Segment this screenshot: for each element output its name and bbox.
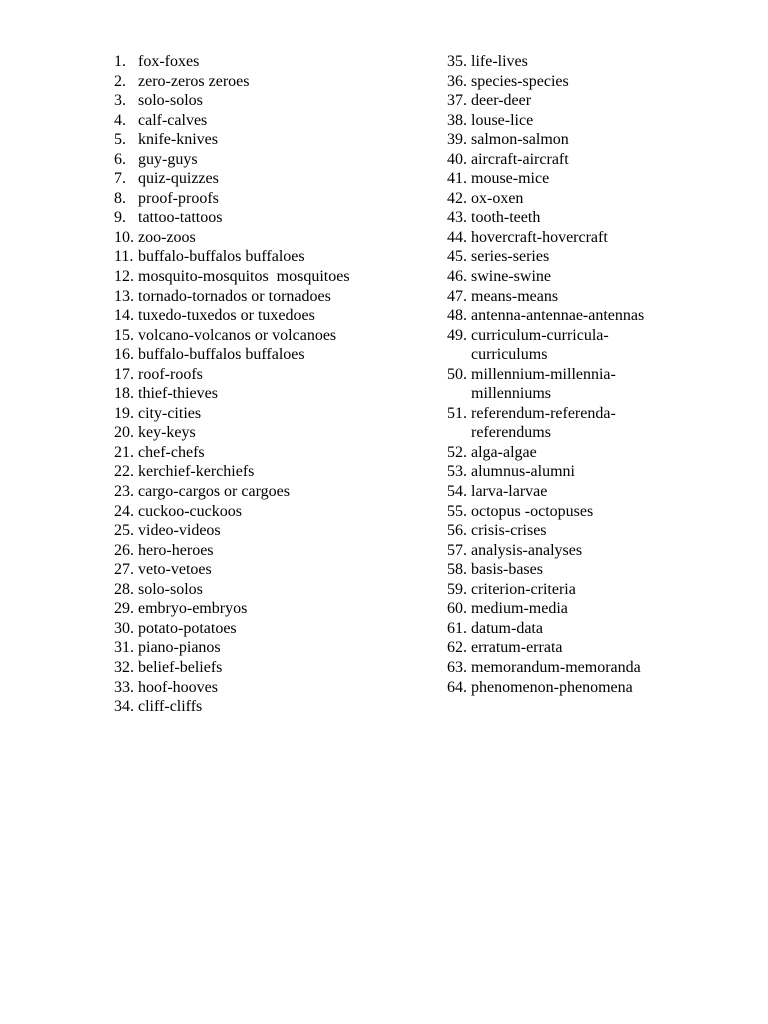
list-item [114,169,434,189]
list-item [114,247,434,267]
list-item-number: 9. [114,209,126,227]
list-item-number: 17. [114,365,134,383]
list-item-text: ox-oxen [471,189,524,207]
right-column-list [447,52,747,697]
list-item-number: 60. [447,600,467,618]
list-item [114,228,434,248]
list-item-text: curriculum-curricula- curriculums [471,326,609,364]
list-item-number: 55. [447,502,467,520]
list-item [447,287,747,307]
list-item-text: embryo-embryos [138,600,248,618]
list-item-text: tornado-tornados or tornadoes [138,287,331,305]
list-item-number: 22. [114,463,134,481]
list-item-number: 58. [447,561,467,579]
list-item-number: 36. [447,72,467,90]
list-item-text: zoo-zoos [138,228,196,246]
list-item [447,482,747,502]
list-item-number: 26. [114,541,134,559]
list-item-text: tuxedo-tuxedos or tuxedoes [138,307,315,325]
list-item-number: 45. [447,248,467,266]
list-item-text: piano-pianos [138,639,221,657]
list-item-number: 64. [447,678,467,696]
list-item-text: phenomenon-phenomena [471,678,633,696]
list-item-number: 43. [447,209,467,227]
list-item-number: 19. [114,404,134,422]
list-item [447,228,747,248]
list-item [114,404,434,424]
list-item-text: guy-guys [138,150,198,168]
list-item-number: 40. [447,150,467,168]
list-item-text: mouse-mice [471,170,550,188]
list-item-text: tattoo-tattoos [138,209,223,227]
list-item-number: 10. [114,228,134,246]
list-item-number: 7. [114,170,126,188]
list-item-number: 62. [447,639,467,657]
list-item-number: 51. [447,404,467,422]
list-item-text: datum-data [471,619,543,637]
list-item [447,169,747,189]
list-item-text: crisis-crises [471,522,547,540]
list-item-number: 31. [114,639,134,657]
list-item-text: chef-chefs [138,443,205,461]
list-item-number: 50. [447,365,467,383]
list-item-number: 25. [114,522,134,540]
list-item-text: medium-media [471,600,568,618]
list-item [114,72,434,92]
list-item [447,326,747,365]
list-item [114,189,434,209]
list-item [114,306,434,326]
list-item-text: key-keys [138,424,196,442]
list-item [447,404,747,443]
list-item-number: 53. [447,463,467,481]
list-item-number: 42. [447,189,467,207]
list-item-text: buffalo-buffalos buffaloes [138,248,305,266]
list-item [447,599,747,619]
list-item [447,443,747,463]
list-item [114,462,434,482]
list-item-text: solo-solos [138,580,203,598]
list-item [114,521,434,541]
list-item [447,267,747,287]
list-item-text: video-videos [138,522,221,540]
list-item [447,365,747,404]
list-item-text: referendum-referenda- referendums [471,404,616,442]
list-item [447,678,747,698]
list-item-text: cuckoo-cuckoos [138,502,242,520]
list-item-text: city-cities [138,404,202,422]
list-item [447,560,747,580]
list-item [447,658,747,678]
list-item-number: 46. [447,268,467,286]
list-item-text: hoof-hooves [138,678,218,696]
list-item [114,599,434,619]
list-item-text: tooth-teeth [471,209,541,227]
list-item-text: erratum-errata [471,639,563,657]
list-item-text: means-means [471,287,559,305]
list-item-number: 24. [114,502,134,520]
list-item-number: 23. [114,483,134,501]
list-item [114,697,434,717]
list-item-text: calf-calves [138,111,208,129]
list-item-text: volcano-volcanos or volcanoes [138,326,337,344]
list-item [447,72,747,92]
list-item-number: 48. [447,307,467,325]
list-item-text: criterion-criteria [471,580,576,598]
list-item-number: 56. [447,522,467,540]
list-item [114,658,434,678]
list-item-number: 61. [447,619,467,637]
list-item-number: 4. [114,111,126,129]
list-item-text: octopus -octopuses [471,502,594,520]
list-item [114,150,434,170]
list-item-text: kerchief-kerchiefs [138,463,255,481]
list-item [447,130,747,150]
list-item-text: belief-beliefs [138,658,223,676]
list-item [114,345,434,365]
list-item-number: 15. [114,326,134,344]
list-item [114,678,434,698]
list-item-text: salmon-salmon [471,131,569,149]
list-item-text: buffalo-buffalos buffaloes [138,346,305,364]
list-item-text: louse-lice [471,111,534,129]
list-item-text: alga-algae [471,443,537,461]
list-item-text: memorandum-memoranda [471,658,641,676]
list-item-number: 44. [447,228,467,246]
list-item-number: 3. [114,92,126,110]
list-item-text: antenna-antennae-antennas [471,307,645,325]
list-item [447,619,747,639]
list-item [114,287,434,307]
list-item [114,130,434,150]
list-item-number: 1. [114,53,126,70]
list-item-number: 5. [114,131,126,149]
list-item [114,365,434,385]
list-item-text: alumnus-alumni [471,463,575,481]
list-item-text: roof-roofs [138,365,203,383]
list-item-text: solo-solos [138,92,203,110]
list-item-number: 41. [447,170,467,188]
list-item-number: 18. [114,385,134,403]
list-item-text: analysis-analyses [471,541,583,559]
list-item-number: 54. [447,483,467,501]
list-item [447,638,747,658]
list-item-number: 14. [114,307,134,325]
list-item-number: 34. [114,698,134,716]
list-item [114,384,434,404]
list-item [447,580,747,600]
list-item [114,560,434,580]
list-item-number: 49. [447,326,467,344]
list-item [447,247,747,267]
list-item-text: quiz-quizzes [138,170,219,188]
list-item-number: 2. [114,72,126,90]
list-item [447,541,747,561]
list-item [114,423,434,443]
list-item [114,52,434,72]
list-item-text: swine-swine [471,268,551,286]
list-item-text: larva-larvae [471,483,548,501]
list-item-number: 27. [114,561,134,579]
list-item-text: cliff-cliffs [138,698,203,716]
list-item [447,521,747,541]
list-item-number: 52. [447,443,467,461]
list-item-number: 28. [114,580,134,598]
list-item [114,502,434,522]
list-item-text: knife-knives [138,131,218,149]
list-item [114,638,434,658]
list-item-text: cargo-cargos or cargoes [138,483,290,501]
list-item-text: fox-foxes [138,53,200,70]
list-item-text: mosquito-mosquitos mosquitoes [138,268,350,286]
list-item-number: 11. [114,248,134,266]
list-item-number: 13. [114,287,134,305]
list-item-number: 6. [114,150,126,168]
list-item [447,306,747,326]
list-item-number: 12. [114,268,134,286]
list-item-text: aircraft-aircraft [471,150,569,168]
list-item-text: basis-bases [471,561,543,579]
list-item-text: species-species [471,72,569,90]
list-item-text: thief-thieves [138,385,218,403]
list-item-number: 30. [114,619,134,637]
list-item [114,326,434,346]
list-item-number: 21. [114,443,134,461]
list-item-text: zero-zeros zeroes [138,72,250,90]
list-item-text: proof-proofs [138,189,219,207]
list-item-text: series-series [471,248,550,266]
left-column-list [114,52,434,717]
list-item [114,482,434,502]
list-item-number: 35. [447,53,467,70]
list-item-number: 63. [447,658,467,676]
list-item-text: hovercraft-hovercraft [471,228,608,246]
list-item-number: 37. [447,92,467,110]
list-item-number: 59. [447,580,467,598]
list-item [447,208,747,228]
list-item-number: 20. [114,424,134,442]
list-item [114,267,434,287]
list-item-number: 32. [114,658,134,676]
list-item-number: 16. [114,346,134,364]
list-item [447,52,747,72]
list-item [447,150,747,170]
list-item-text: potato-potatoes [138,619,237,637]
list-item-number: 39. [447,131,467,149]
list-item [114,208,434,228]
list-item-text: millennium-millennia- millenniums [471,365,616,403]
list-item-text: life-lives [471,53,528,70]
list-item-number: 33. [114,678,134,696]
list-item-number: 47. [447,287,467,305]
list-item [114,619,434,639]
list-item [114,111,434,131]
list-item-number: 8. [114,189,126,207]
list-item [447,462,747,482]
list-item-text: veto-vetoes [138,561,212,579]
list-item [447,91,747,111]
list-item [447,111,747,131]
list-item [114,580,434,600]
list-item-number: 38. [447,111,467,129]
list-item [114,91,434,111]
list-item-text: deer-deer [471,92,532,110]
list-item-number: 57. [447,541,467,559]
list-item-text: hero-heroes [138,541,214,559]
list-item [114,443,434,463]
list-item [447,502,747,522]
list-item [114,541,434,561]
list-item [447,189,747,209]
list-item-number: 29. [114,600,134,618]
